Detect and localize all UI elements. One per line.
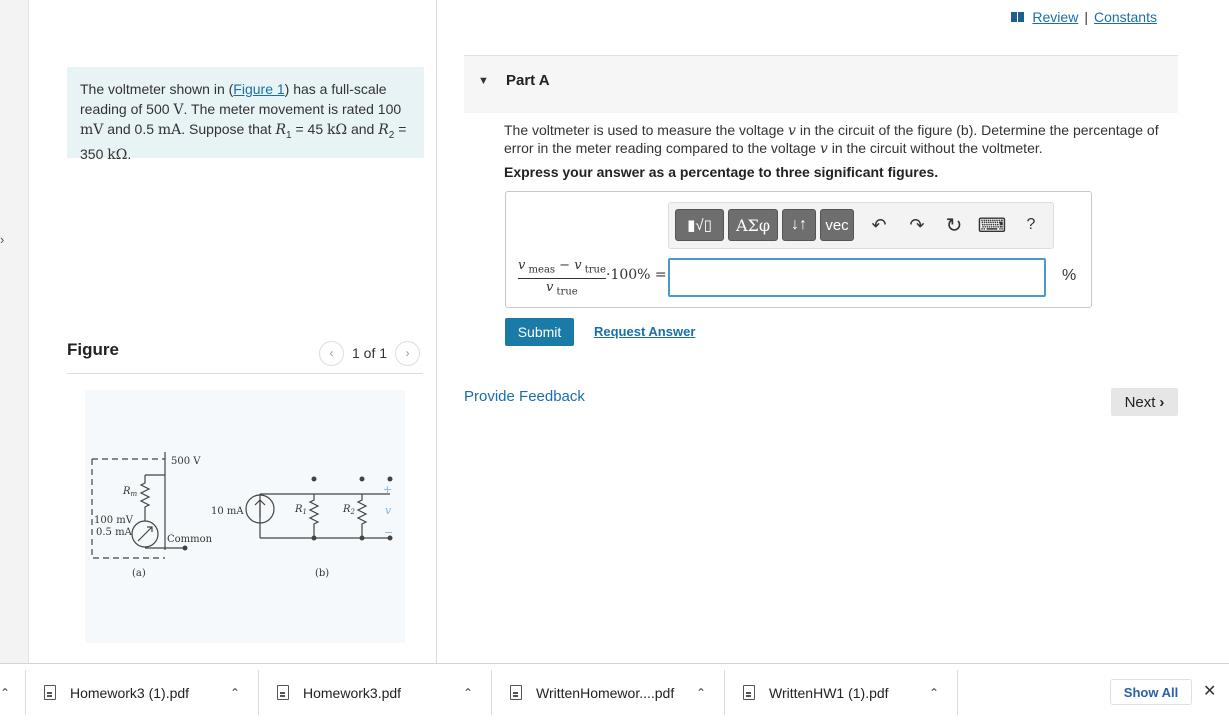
chevron-up-icon[interactable]: ⌃ <box>929 685 940 700</box>
download-item[interactable] <box>44 670 189 715</box>
figure-divider <box>67 373 423 374</box>
file-icon <box>510 685 522 700</box>
download-divider <box>957 670 958 715</box>
download-item[interactable] <box>277 670 401 715</box>
node-dot <box>360 536 365 541</box>
download-filename: Homework3 (1).pdf <box>70 684 190 701</box>
label-500v: 500 V <box>171 456 201 467</box>
problem-text: = 350 <box>80 121 407 163</box>
download-item[interactable] <box>510 670 674 715</box>
close-icon[interactable]: ✕ <box>1203 683 1217 700</box>
voltage-symbol: v <box>819 140 828 157</box>
keyboard-icon[interactable]: ⌨ <box>977 214 1007 237</box>
r1-symbol: R <box>275 122 287 138</box>
chevron-up-icon[interactable]: ⌃ <box>230 685 241 700</box>
circuit-figure <box>85 390 405 643</box>
math-toolbar <box>668 202 1054 249</box>
prev-figure-button[interactable] <box>319 341 344 366</box>
unit-milliamp: mA <box>157 122 182 138</box>
file-icon <box>743 685 755 700</box>
download-item[interactable] <box>743 670 889 715</box>
arrows-button[interactable]: ↓↑ <box>782 209 816 241</box>
label-10ma: 10 mA <box>211 506 244 517</box>
redo-icon[interactable]: ↷ <box>909 214 925 235</box>
label-100mv: 100 mV <box>94 515 133 526</box>
fraction-numerator: v $_{meas}$ − v $_{true}$ <box>518 258 606 276</box>
node-dot <box>312 536 317 541</box>
figure-pager <box>319 340 420 366</box>
circuit-diagram <box>85 390 405 643</box>
chevron-up-icon[interactable]: ⌃ <box>463 685 474 700</box>
unit-millivolt: mV <box>80 122 104 138</box>
question-pane <box>438 0 1229 663</box>
download-divider <box>724 670 725 715</box>
file-icon <box>44 685 56 700</box>
top-links <box>1011 9 1157 25</box>
greek-button[interactable]: ΑΣφ <box>728 209 778 241</box>
templates-button[interactable]: ▮√▯ <box>675 209 724 241</box>
unit-volt: V <box>173 101 184 118</box>
problem-text: The voltmeter shown in ( <box>80 81 234 97</box>
problem-text: and <box>347 121 379 137</box>
download-divider <box>491 670 492 715</box>
provide-feedback-link[interactable]: Provide Feedback <box>464 388 585 405</box>
vector-button[interactable]: vec <box>820 209 854 241</box>
label-common: Common <box>167 534 213 545</box>
voltage-symbol: v <box>788 123 796 139</box>
r1-resistor <box>310 494 318 538</box>
label-r2: $R_2$ <box>343 504 355 516</box>
chevron-up-icon[interactable]: ⌃ <box>696 685 707 700</box>
problem-text: . The meter movement is rated 100 <box>183 100 402 117</box>
label-a: (a) <box>132 568 146 579</box>
problem-text: . <box>127 146 132 163</box>
fraction-denominator: v $_{true}$ <box>546 280 578 298</box>
download-bar <box>0 663 1229 720</box>
answer-instruction: Express your answer as a percentage to three significant figures. <box>504 164 939 180</box>
label-r1: $R_1$ <box>295 504 307 516</box>
unit-label: % <box>1062 267 1077 284</box>
equation-label <box>518 258 667 298</box>
label-v: v <box>385 504 392 517</box>
r2-symbol: R <box>378 122 389 138</box>
problem-text: . Suppose that <box>181 121 276 137</box>
download-divider <box>25 670 26 715</box>
expand-chevron-icon[interactable]: › <box>0 232 5 247</box>
unit-kiloohm: kΩ <box>107 147 128 164</box>
chevron-left-icon: ‹ <box>329 346 334 360</box>
request-answer-link[interactable]: Request Answer <box>594 324 696 339</box>
figure-title: Figure <box>67 340 119 359</box>
label-05ma: 0.5 mA <box>96 527 132 538</box>
help-icon[interactable]: ? <box>1026 216 1036 233</box>
node-dot <box>312 477 317 482</box>
label-rm: $R_m$ <box>123 486 138 498</box>
question-fragment: The voltmeter is used to measure the voltage <box>504 122 789 138</box>
figure-counter: 1 of 1 <box>352 345 388 361</box>
link-separator: | <box>1084 9 1088 25</box>
part-title: Part A <box>506 72 550 89</box>
question-fragment: in the circuit of the figure (b). Determine the percentage of error in the meter reading compared to the voltage <box>504 122 1159 156</box>
label-b: (b) <box>315 568 330 579</box>
show-all-button[interactable]: Show All <box>1110 679 1192 705</box>
next-label: Next <box>1124 393 1156 411</box>
caret-down-icon: ▼ <box>478 75 489 87</box>
question-fragment: in the circuit without the voltmeter. <box>827 139 1043 156</box>
problem-text: ) has a full-scale reading of 500 <box>80 81 387 117</box>
constants-link[interactable]: Constants <box>1093 9 1157 25</box>
label-plus: + <box>383 483 393 496</box>
node-dot <box>360 477 365 482</box>
figure-link[interactable]: Figure 1 <box>233 81 285 97</box>
undo-icon[interactable]: ↶ <box>871 214 887 235</box>
problem-pane <box>29 0 437 663</box>
next-figure-button[interactable] <box>395 341 420 366</box>
reset-icon[interactable]: ↻ <box>945 214 963 237</box>
book-icon <box>1011 12 1024 22</box>
terminal-dot <box>183 546 188 551</box>
part-a-header[interactable] <box>464 55 1178 113</box>
answer-panel <box>505 191 1092 308</box>
current-arrow <box>255 500 265 518</box>
download-filename: Homework3.pdf <box>303 684 402 701</box>
next-button[interactable] <box>1111 388 1178 416</box>
chevron-right-icon: › <box>405 346 410 360</box>
left-gutter <box>0 0 29 663</box>
r2-subscript: 2 <box>388 129 395 141</box>
label-minus: − <box>384 526 394 539</box>
chevron-up-icon[interactable]: ⌃ <box>0 685 11 700</box>
equation-tail: ·100% = <box>606 267 667 283</box>
chevron-right-icon: › <box>1159 393 1165 411</box>
download-divider <box>258 670 259 715</box>
review-link[interactable]: Review <box>1032 9 1079 25</box>
unit-kiloohm: kΩ <box>327 122 348 138</box>
download-filename: WrittenHW1 (1).pdf <box>769 684 889 701</box>
file-icon <box>277 685 289 700</box>
node-dot <box>388 477 393 482</box>
rm-resistor <box>141 475 149 520</box>
meter-needle <box>138 527 152 541</box>
circuit-wire <box>260 494 390 538</box>
question-text <box>504 122 1170 157</box>
answer-input[interactable] <box>668 258 1046 297</box>
problem-statement <box>67 67 424 164</box>
problem-text: = 45 <box>291 121 327 137</box>
download-filename: WrittenHomewor....pdf <box>536 684 675 701</box>
r1-subscript: 1 <box>286 129 292 141</box>
r2-resistor <box>358 494 366 538</box>
fraction-bar <box>518 278 606 279</box>
problem-text: and 0.5 <box>103 121 158 137</box>
submit-button[interactable]: Submit <box>505 318 574 346</box>
